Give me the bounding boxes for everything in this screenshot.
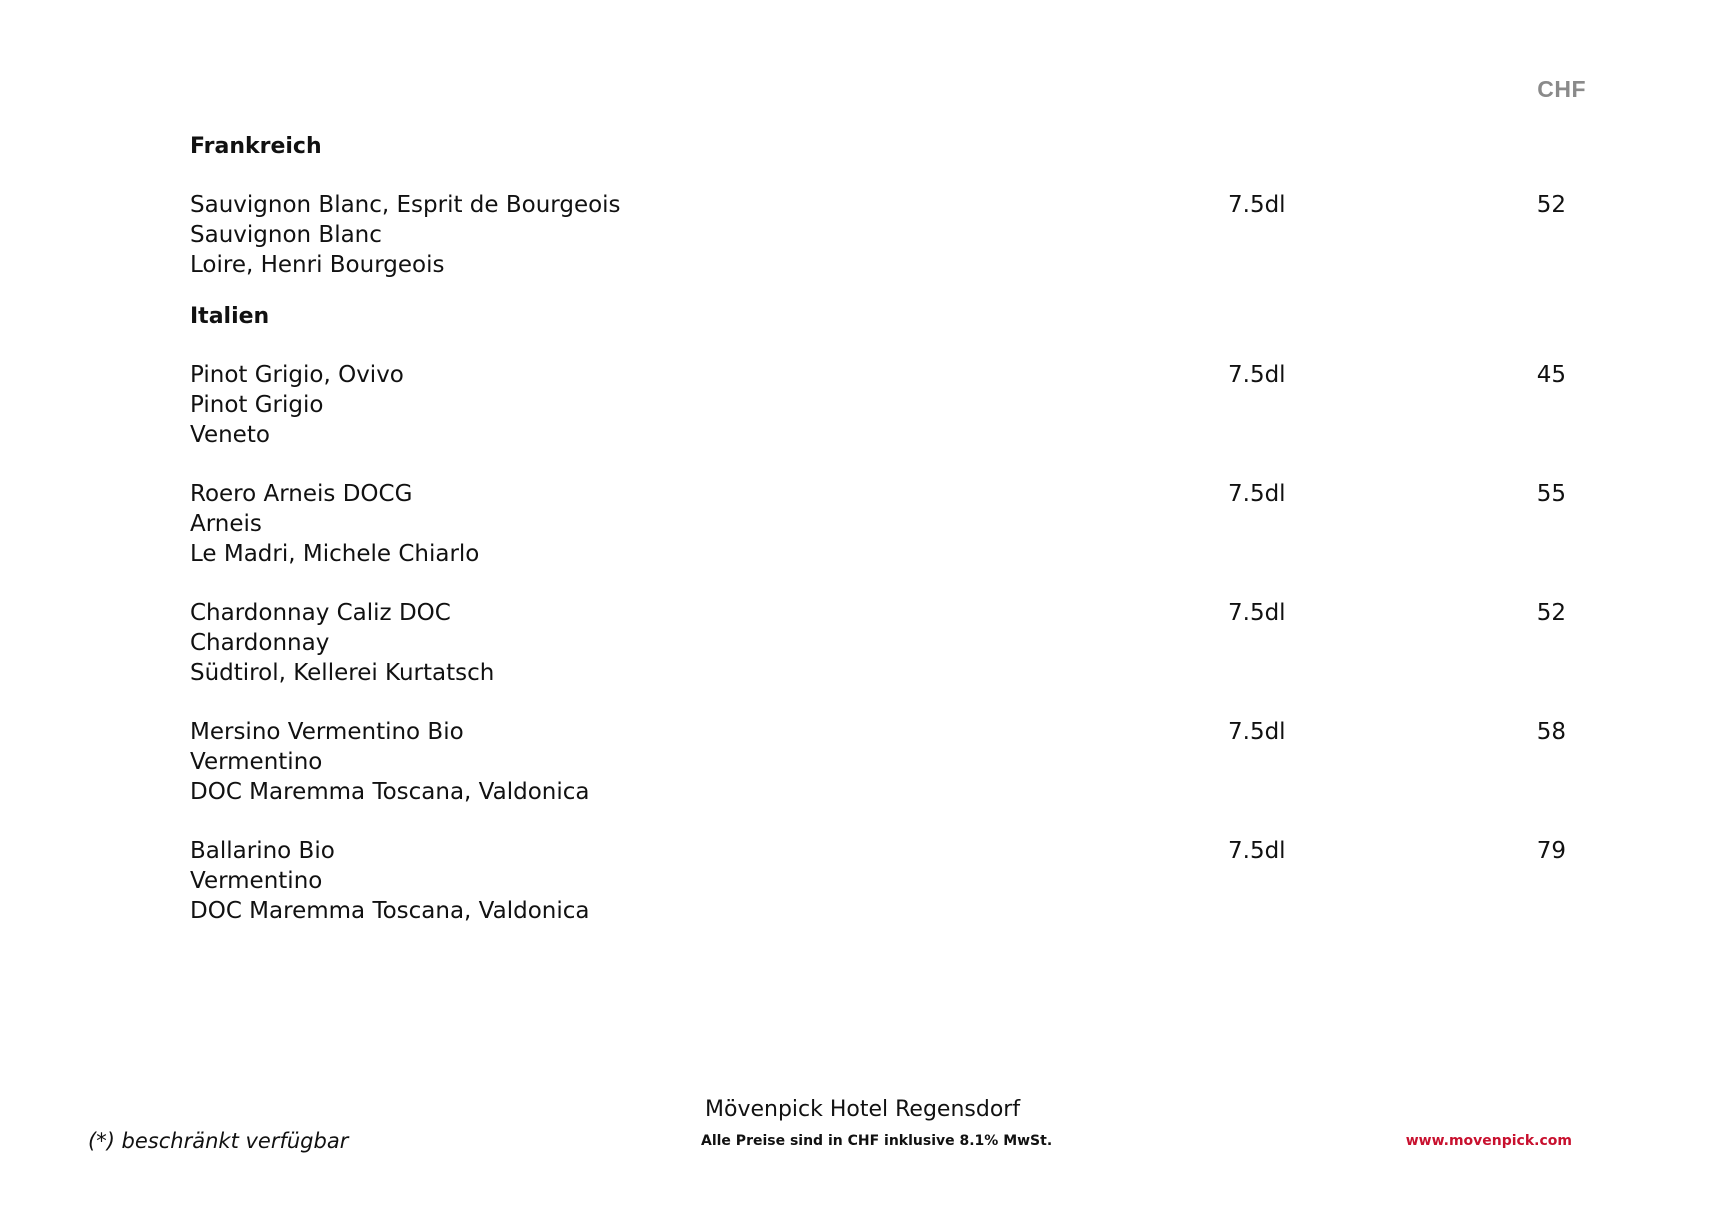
- vat-notice: Alle Preise sind in CHF inklusive 8.1% MwSt.: [701, 1133, 1053, 1149]
- section-italien: [190, 302, 1590, 926]
- wine-name: Pinot Grigio, Ovivo: [190, 362, 404, 388]
- wine-name: Mersino Vermentino Bio: [190, 719, 464, 745]
- availability-note: (*) beschränkt verfügbar: [88, 1129, 349, 1153]
- wine-list: [190, 132, 1590, 948]
- wine-grape: Chardonnay: [190, 630, 330, 656]
- wine-size: 7.5dl: [1228, 838, 1286, 864]
- wine-item: [190, 598, 1590, 688]
- wine-price: 55: [1536, 481, 1566, 507]
- wine-grape: Vermentino: [190, 749, 323, 775]
- wine-grape: Arneis: [190, 511, 262, 537]
- wine-origin: DOC Maremma Toscana, Valdonica: [190, 779, 590, 805]
- wine-item: [190, 717, 1590, 807]
- wine-name: Ballarino Bio: [190, 838, 335, 864]
- wine-origin: Südtirol, Kellerei Kurtatsch: [190, 660, 495, 686]
- wine-origin: Loire, Henri Bourgeois: [190, 252, 445, 278]
- wine-size: 7.5dl: [1228, 481, 1286, 507]
- wine-size: 7.5dl: [1228, 719, 1286, 745]
- section-title: Frankreich: [190, 134, 322, 159]
- section-frankreich: [190, 132, 1590, 280]
- wine-price: 52: [1536, 600, 1566, 626]
- wine-origin: Le Madri, Michele Chiarlo: [190, 541, 480, 567]
- wine-size: 7.5dl: [1228, 192, 1286, 218]
- wine-grape: Pinot Grigio: [190, 392, 324, 418]
- wine-size: 7.5dl: [1228, 600, 1286, 626]
- wine-item: [190, 360, 1590, 450]
- wine-size: 7.5dl: [1228, 362, 1286, 388]
- wine-grape: Sauvignon Blanc: [190, 222, 382, 248]
- wine-item: [190, 190, 1590, 280]
- wine-origin: Veneto: [190, 422, 270, 448]
- website-link[interactable]: www.movenpick.com: [1405, 1133, 1572, 1149]
- wine-item: [190, 836, 1590, 926]
- wine-price: 58: [1536, 719, 1566, 745]
- wine-origin: DOC Maremma Toscana, Valdonica: [190, 898, 590, 924]
- wine-item: [190, 479, 1590, 569]
- hotel-name: Mövenpick Hotel Regensdorf: [705, 1097, 1021, 1122]
- wine-name: Sauvignon Blanc, Esprit de Bourgeois: [190, 192, 621, 218]
- wine-price: 45: [1536, 362, 1566, 388]
- wine-price: 79: [1536, 838, 1566, 864]
- wine-name: Roero Arneis DOCG: [190, 481, 413, 507]
- currency-label: CHF: [1537, 76, 1586, 102]
- section-title: Italien: [190, 304, 270, 329]
- wine-price: 52: [1536, 192, 1566, 218]
- wine-grape: Vermentino: [190, 868, 323, 894]
- wine-name: Chardonnay Caliz DOC: [190, 600, 451, 626]
